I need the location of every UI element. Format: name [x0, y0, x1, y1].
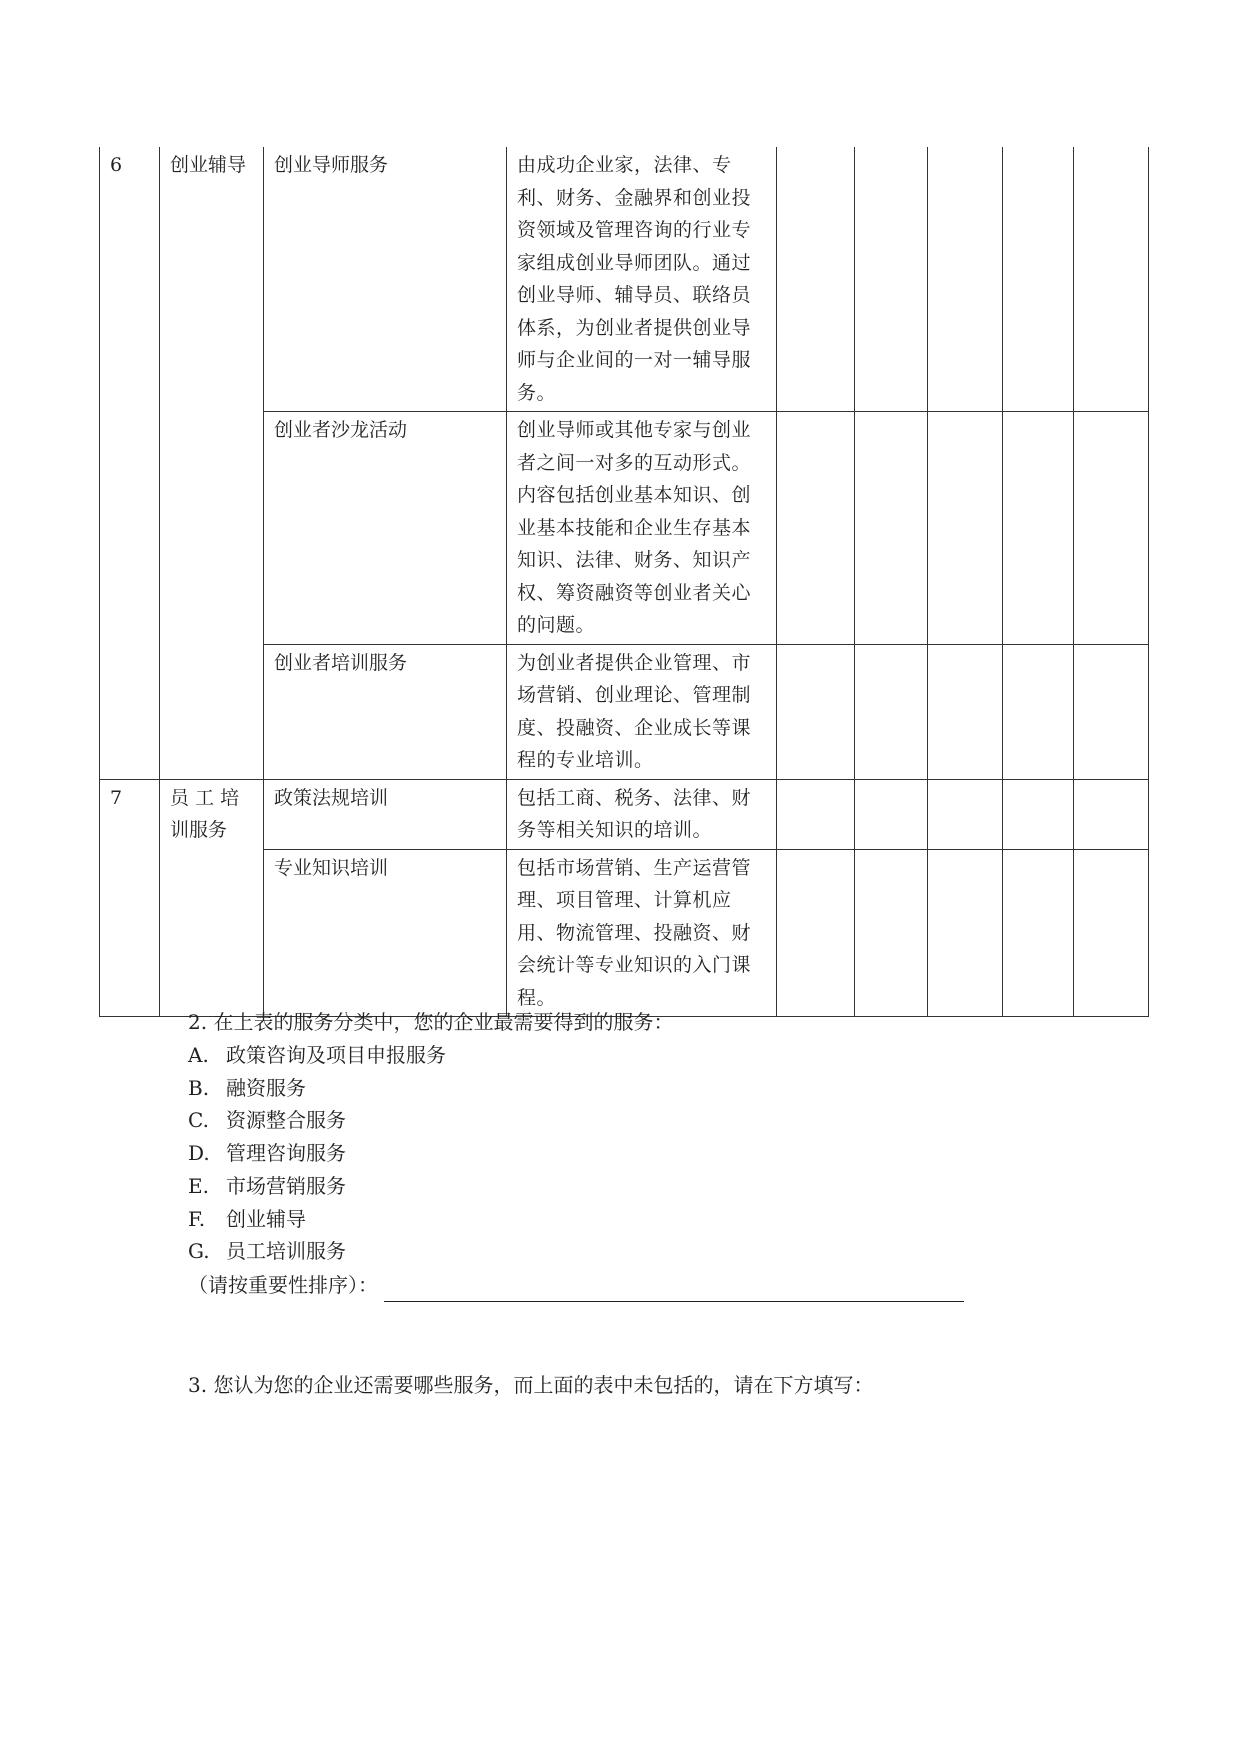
service-description: 创业导师或其他专家与创业者之间一对多的互动形式。内容包括创业基本知识、创业基本技能和企业生存基本知识、法律、财务、知识产权、筹资融资等创业者关心的问题。: [507, 412, 777, 645]
option-a[interactable]: [188, 1039, 446, 1072]
rating-cell: [928, 412, 1003, 645]
rating-cell: [1003, 779, 1074, 849]
service-description: 为创业者提供企业管理、市场营销、创业理论、管理制度、投融资、企业成长等课程的专业培训。: [507, 644, 777, 779]
question-2-options: [188, 1039, 446, 1268]
rating-cell: [1074, 147, 1149, 412]
option-label: 资源整合服务: [226, 1108, 346, 1133]
rating-cell: [928, 849, 1003, 1017]
ranking-row: [188, 1269, 964, 1302]
ranking-answer-line[interactable]: [384, 1277, 964, 1302]
option-d[interactable]: [188, 1137, 446, 1170]
rating-cell: [1074, 644, 1149, 779]
rating-cell: [1074, 412, 1149, 645]
service-name: 政策法规培训: [264, 779, 507, 849]
rating-cell: [855, 644, 928, 779]
option-label: 员工培训服务: [226, 1239, 346, 1264]
option-letter: B.: [188, 1075, 210, 1100]
rating-cell: [855, 412, 928, 645]
service-description: 包括工商、税务、法律、财务等相关知识的培训。: [507, 779, 777, 849]
service-table: [99, 147, 1149, 1017]
service-name: 创业者沙龙活动: [264, 412, 507, 645]
rating-cell: [1003, 147, 1074, 412]
table-row: [100, 779, 1149, 849]
option-label: 管理咨询服务: [226, 1141, 346, 1166]
option-letter: C.: [188, 1108, 209, 1133]
option-c[interactable]: [188, 1104, 446, 1137]
rating-cell: [777, 412, 855, 645]
service-name: 创业导师服务: [264, 147, 507, 412]
service-category: 创业辅导: [160, 147, 264, 779]
option-b[interactable]: [188, 1072, 446, 1105]
option-e[interactable]: [188, 1170, 446, 1203]
service-category: 员 工 培训服务: [160, 779, 264, 1017]
rating-cell: [1074, 849, 1149, 1017]
rating-cell: [1003, 644, 1074, 779]
option-label: 融资服务: [226, 1075, 306, 1100]
rating-cell: [855, 147, 928, 412]
option-letter: A.: [188, 1043, 209, 1067]
question-3-text: 3. 您认为您的企业还需要哪些服务，而上面的表中未包括的，请在下方填写：: [188, 1373, 874, 1397]
option-label: 市场营销服务: [226, 1173, 346, 1198]
option-letter: E.: [188, 1173, 209, 1198]
ranking-label: （请按重要性排序）：: [188, 1273, 378, 1297]
rating-cell: [1074, 779, 1149, 849]
option-label: 政策咨询及项目申报服务: [226, 1043, 446, 1067]
rating-cell: [777, 779, 855, 849]
rating-cell: [928, 779, 1003, 849]
option-letter: D.: [188, 1141, 210, 1166]
service-name: 创业者培训服务: [264, 644, 507, 779]
rating-cell: [777, 147, 855, 412]
rating-cell: [928, 644, 1003, 779]
option-g[interactable]: [188, 1235, 446, 1268]
option-label: 创业辅导: [226, 1206, 306, 1231]
rating-cell: [928, 147, 1003, 412]
rating-cell: [1003, 412, 1074, 645]
rating-cell: [1003, 849, 1074, 1017]
option-letter: F.: [188, 1206, 206, 1231]
table-row: [100, 147, 1149, 412]
option-f[interactable]: [188, 1203, 446, 1236]
option-letter: G.: [188, 1239, 210, 1264]
rating-cell: [855, 779, 928, 849]
question-2-text: 2. 在上表的服务分类中，您的企业最需要得到的服务：: [188, 1010, 674, 1034]
service-description: 包括市场营销、生产运营管理、项目管理、计算机应用、物流管理、投融资、财会统计等专业知识的入门课程。: [507, 849, 777, 1017]
row-number: 7: [100, 779, 160, 1017]
rating-cell: [777, 849, 855, 1017]
rating-cell: [777, 644, 855, 779]
service-name: 专业知识培训: [264, 849, 507, 1017]
rating-cell: [855, 849, 928, 1017]
service-description: 由成功企业家，法律、专利、财务、金融界和创业投资领域及管理咨询的行业专家组成创业导师团队。通过创业导师、辅导员、联络员体系，为创业者提供创业导师与企业间的一对一辅导服务。: [507, 147, 777, 412]
row-number: 6: [100, 147, 160, 779]
